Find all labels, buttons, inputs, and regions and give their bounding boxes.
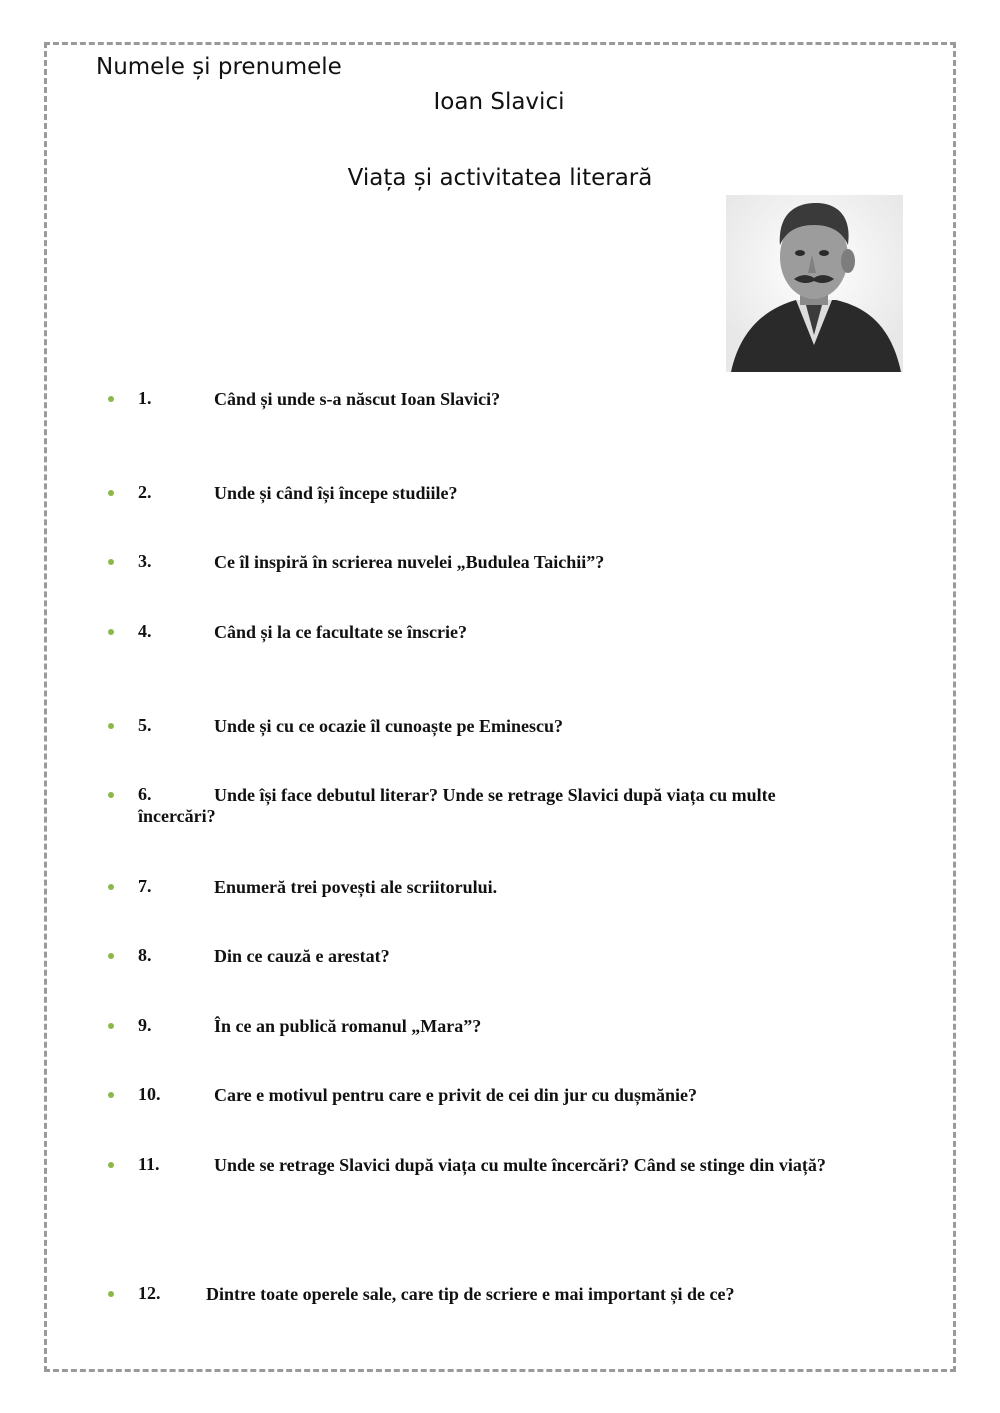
question-text: Enumeră trei povești ale scriitorului.	[214, 877, 498, 897]
bullet-icon	[108, 1162, 114, 1168]
question-number: 11.	[138, 1154, 160, 1174]
question-number: 1.	[138, 388, 152, 408]
question-text: Unde se retrage Slavici după viața cu multe încercări? Când se stinge din viață?	[214, 1155, 826, 1175]
question-text: Când și la ce facultate se înscrie?	[214, 622, 467, 642]
bullet-icon	[108, 490, 114, 496]
question-number: 10.	[138, 1084, 161, 1104]
bullet-icon	[108, 1023, 114, 1029]
question-number: 2.	[138, 482, 152, 502]
bullet-icon	[108, 629, 114, 635]
question-number: 6.	[138, 784, 152, 804]
bullet-icon	[108, 559, 114, 565]
question-number: 9.	[138, 1015, 152, 1035]
question-text: Dintre toate operele sale, care tip de scriere e mai important și de ce?	[206, 1284, 735, 1304]
question-number: 4.	[138, 621, 152, 641]
question-number: 12.	[138, 1283, 161, 1303]
name-field-label: Numele și prenumele	[96, 54, 342, 80]
bullet-icon	[108, 723, 114, 729]
question-text: Unde și când își începe studiile?	[214, 483, 458, 503]
question-number: 3.	[138, 551, 152, 571]
question-text: În ce an publică romanul „Mara”?	[214, 1016, 482, 1036]
bullet-icon	[108, 953, 114, 959]
bullet-icon	[108, 792, 114, 798]
question-number: 8.	[138, 945, 152, 965]
question-text: Din ce cauză e arestat?	[214, 946, 390, 966]
question-text-continuation: încercări?	[138, 806, 216, 826]
author-name: Ioan Slavici	[433, 89, 565, 115]
bullet-icon	[108, 884, 114, 890]
portrait-photo	[726, 195, 903, 372]
question-text: Unde și cu ce ocazie îl cunoaște pe Eminescu?	[214, 716, 563, 736]
bullet-icon	[108, 1291, 114, 1297]
question-text: Ce îl inspiră în scrierea nuvelei „Budulea Taichii”?	[214, 552, 605, 572]
question-text: Care e motivul pentru care e privit de cei din jur cu dușmănie?	[214, 1085, 697, 1105]
portrait-icon	[726, 195, 903, 372]
question-number: 5.	[138, 715, 152, 735]
bullet-icon	[108, 1092, 114, 1098]
bullet-icon	[108, 396, 114, 402]
worksheet-subtitle: Viața și activitatea literară	[347, 165, 653, 191]
question-text: Unde își face debutul literar? Unde se retrage Slavici după viața cu multe	[214, 785, 776, 805]
question-number: 7.	[138, 876, 152, 896]
question-text: Când și unde s-a născut Ioan Slavici?	[214, 389, 501, 409]
